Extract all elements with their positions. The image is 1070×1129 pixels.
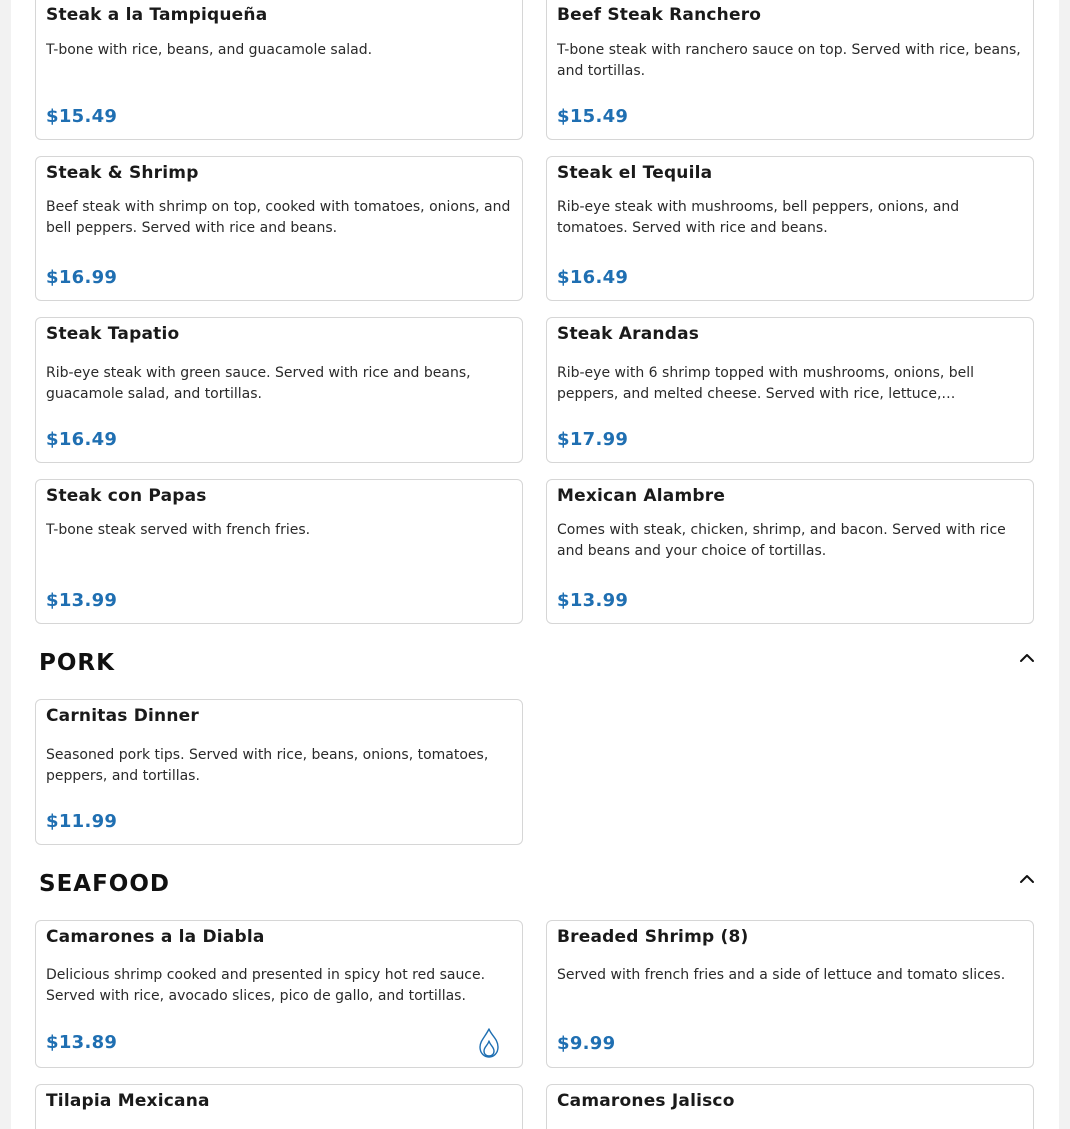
menu-item-card[interactable] — [35, 479, 523, 624]
menu-item-price: $9.99 — [557, 1033, 616, 1054]
menu-item-description: T-bone with rice, beans, and guacamole salad. — [46, 42, 373, 58]
menu-item-description: T-bone steak with ranchero sauce on top. Served with rice, beans, and tortillas. — [557, 42, 1021, 79]
menu-item-description: Served with french fries and a side of lettuce and tomato slices. — [557, 967, 1006, 983]
menu-item-card[interactable] — [35, 317, 523, 463]
collapse-seafood-button[interactable] — [1017, 869, 1037, 889]
menu-item-description: Rib-eye steak with green sauce. Served with rice and beans, guacamole salad, and tortillas. — [46, 365, 471, 402]
menu-item-card[interactable] — [546, 317, 1034, 463]
menu-item-description: Comes with steak, chicken, shrimp, and bacon. Served with rice and beans and your choice of tortillas. — [557, 522, 1006, 559]
menu-item-card[interactable] — [35, 699, 523, 845]
chevron-up-icon — [1017, 648, 1037, 668]
menu-item-description: Rib-eye steak with mushrooms, bell peppers, onions, and tomatoes. Served with rice and beans. — [557, 199, 960, 236]
section-title-seafood: SEAFOOD — [39, 871, 170, 897]
flame-icon — [476, 1027, 502, 1059]
menu-item-name: Beef Steak Ranchero — [557, 5, 762, 25]
menu-item-name: Breaded Shrimp (8) — [557, 927, 749, 947]
menu-item-name: Carnitas Dinner — [46, 706, 199, 726]
menu-item-price: $13.99 — [557, 590, 629, 611]
menu-item-card[interactable] — [35, 156, 523, 301]
menu-item-name: Steak a la Tampiqueña — [46, 5, 268, 25]
menu-item-price: $11.99 — [46, 811, 118, 832]
menu-item-card[interactable] — [35, 0, 523, 140]
menu-item-description: Seasoned pork tips. Served with rice, beans, onions, tomatoes, peppers, and tortillas. — [46, 747, 489, 784]
menu-item-name: Steak con Papas — [46, 486, 207, 506]
menu-page — [11, 0, 1059, 1129]
menu-item-price: $13.99 — [46, 590, 118, 611]
menu-item-name: Camarones Jalisco — [557, 1091, 735, 1111]
menu-item-name: Steak Tapatio — [46, 324, 180, 344]
menu-item-price: $16.49 — [46, 429, 118, 450]
menu-item-card[interactable] — [546, 920, 1034, 1068]
menu-item-price: $17.99 — [557, 429, 629, 450]
menu-item-description: Delicious shrimp cooked and presented in spicy hot red sauce. Served with rice, avocado slices, pico de gallo, and tortillas. — [46, 967, 486, 1004]
menu-item-price: $16.49 — [557, 267, 629, 288]
menu-item-name: Steak el Tequila — [557, 163, 713, 183]
menu-item-name: Mexican Alambre — [557, 486, 726, 506]
menu-item-price: $15.49 — [557, 106, 629, 127]
menu-item-card[interactable] — [546, 1084, 1034, 1129]
menu-item-description: Rib-eye with 6 shrimp topped with mushrooms, onions, bell peppers, and melted cheese. Served with rice, lettuce,… — [557, 365, 975, 402]
menu-item-name: Tilapia Mexicana — [46, 1091, 210, 1111]
menu-item-card[interactable] — [35, 920, 523, 1068]
menu-item-card[interactable] — [546, 156, 1034, 301]
section-title-pork: PORK — [39, 650, 115, 676]
menu-item-price: $13.89 — [46, 1032, 118, 1053]
menu-item-card[interactable] — [546, 0, 1034, 140]
menu-item-name: Camarones a la Diabla — [46, 927, 265, 947]
collapse-pork-button[interactable] — [1017, 648, 1037, 668]
menu-item-description: T-bone steak served with french fries. — [46, 522, 311, 538]
menu-item-price: $16.99 — [46, 267, 118, 288]
menu-item-name: Steak & Shrimp — [46, 163, 199, 183]
menu-item-card[interactable] — [35, 1084, 523, 1129]
chevron-up-icon — [1017, 869, 1037, 889]
menu-item-description: Beef steak with shrimp on top, cooked with tomatoes, onions, and bell peppers. Served with rice and beans. — [46, 199, 511, 236]
menu-item-card[interactable] — [546, 479, 1034, 624]
menu-item-name: Steak Arandas — [557, 324, 700, 344]
menu-item-price: $15.49 — [46, 106, 118, 127]
